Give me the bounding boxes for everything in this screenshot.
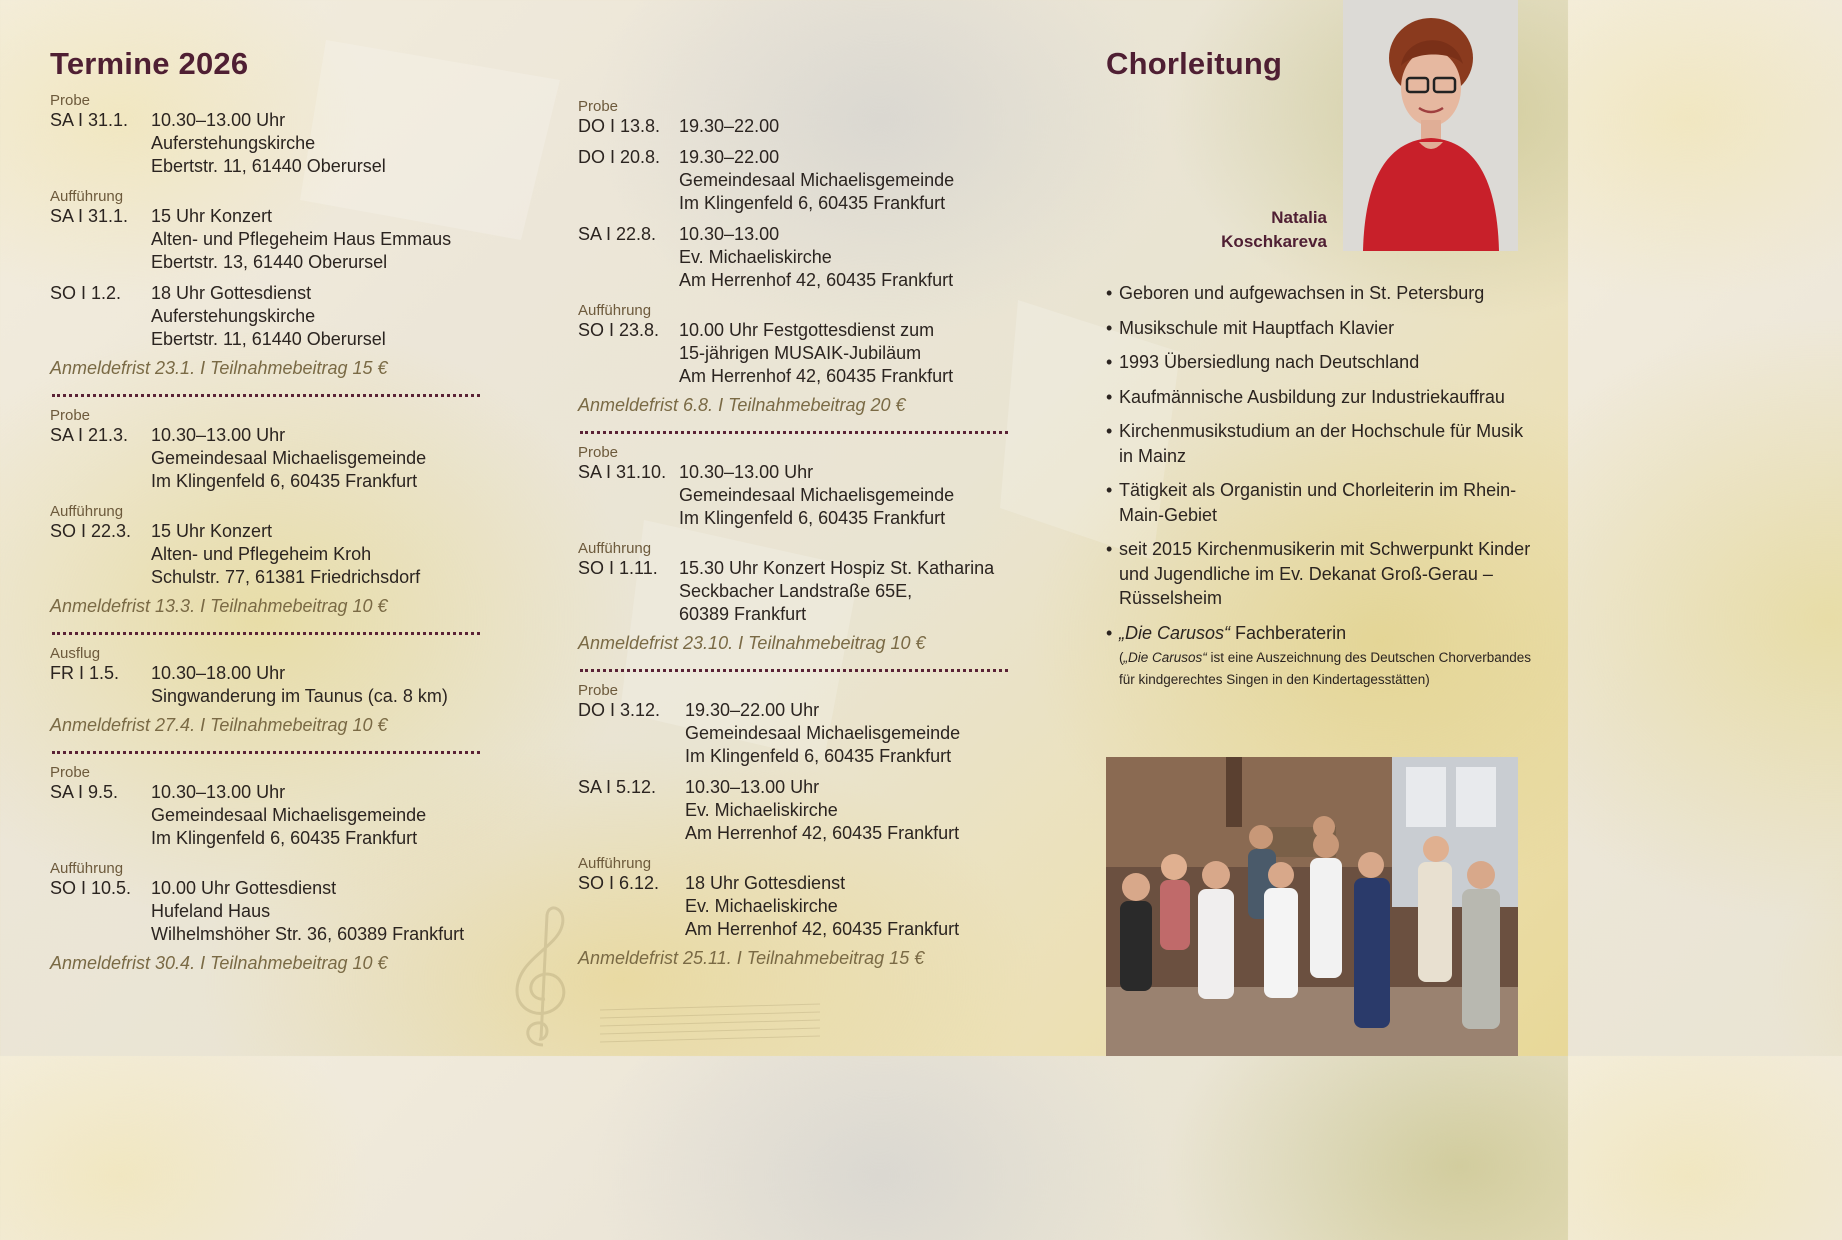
registration-deadline: Anmeldefrist 23.1. I Teilnahmebeitrag 15 € (50, 358, 388, 378)
event-entry (578, 557, 1018, 626)
event-detail-line: Seckbacher Landstraße 65E, (679, 581, 913, 601)
bio-item: • 1993 Übersiedlung nach Deutschland (1106, 350, 1536, 375)
registration-deadline: Anmeldefrist 23.10. I Teilnahmebeitrag 10 € (578, 633, 926, 653)
schedule-list-2 (578, 98, 1018, 969)
event-details (679, 461, 954, 530)
event-detail-line: 10.30–18.00 Uhr (151, 663, 286, 683)
event-entry (578, 872, 1018, 941)
event-details (679, 146, 954, 215)
bio-item: • Geboren und aufgewachsen in St. Petersburg (1106, 281, 1536, 306)
event-entry (50, 781, 490, 850)
event-category: Aufführung (50, 860, 124, 877)
event-detail-line: 19.30–22.00 (679, 147, 780, 167)
event-category: Probe (578, 682, 619, 699)
event-detail-line: Im Klingenfeld 6, 60435 Frankfurt (151, 471, 418, 491)
event-details (685, 872, 959, 941)
registration-deadline: Anmeldefrist 30.4. I Teilnahmebeitrag 10 € (50, 953, 388, 973)
event-details (679, 223, 953, 292)
event-category: Probe (578, 444, 619, 461)
event-details (151, 205, 451, 274)
event-date: FR I 1.5. (50, 663, 120, 683)
event-detail-line: Singwanderung im Taunus (ca. 8 km) (151, 686, 448, 706)
event-date: SO I 1.2. (50, 283, 122, 303)
event-date: SO I 10.5. (50, 878, 132, 898)
event-entry (578, 223, 1018, 292)
event-date: SO I 23.8. (578, 320, 660, 340)
page-title: Termine 2026 (50, 46, 249, 81)
spacer (50, 274, 490, 282)
registration-deadline: Anmeldefrist 25.11. I Teilnahmebeitrag 15 € (578, 948, 925, 968)
event-entry (50, 877, 490, 946)
event-category: Aufführung (50, 503, 124, 520)
dotted-divider (580, 669, 1008, 672)
event-detail-line: 10.00 Uhr Festgottesdienst zum (679, 320, 935, 340)
event-detail-line: 10.30–13.00 Uhr (685, 777, 820, 797)
event-detail-line: 15 Uhr Konzert (151, 521, 273, 541)
dotted-divider (52, 394, 480, 397)
event-entry (578, 115, 1018, 138)
event-detail-line: Gemeindesaal Michaelisgemeinde (151, 448, 427, 468)
event-date: SA I 31.10. (578, 462, 667, 482)
event-entry (578, 319, 1018, 388)
conductor-first-name: Natalia (1271, 208, 1327, 227)
event-detail-line: Ev. Michaeliskirche (679, 247, 832, 267)
spacer (578, 138, 1018, 146)
event-detail-line: Gemeindesaal Michaelisgemeinde (685, 723, 961, 743)
bio-item: • Kaufmännische Ausbildung zur Industriekauffrau (1106, 385, 1536, 410)
conductor-last-name: Koschkareva (1221, 232, 1327, 251)
event-detail-line: 10.30–13.00 Uhr (151, 425, 286, 445)
event-entry (578, 699, 1018, 768)
event-entry (578, 461, 1018, 530)
event-detail-line: Auferstehungskirche (151, 133, 316, 153)
carusos-note (1119, 647, 1536, 691)
event-detail-line: 18 Uhr Gottesdienst (685, 873, 846, 893)
bio-item: • Musikschule mit Hauptfach Klavier (1106, 316, 1536, 341)
event-detail-line: Am Herrenhof 42, 60435 Frankfurt (685, 823, 960, 843)
schedule-list-1 (50, 92, 490, 974)
event-detail-line: Ev. Michaeliskirche (685, 800, 838, 820)
event-detail-line: 10.30–13.00 Uhr (151, 782, 286, 802)
conductor-name (1180, 206, 1327, 254)
event-detail-line: Am Herrenhof 42, 60435 Frankfurt (679, 366, 954, 386)
event-detail-line: Im Klingenfeld 6, 60435 Frankfurt (679, 193, 946, 213)
event-date: SO I 6.12. (578, 873, 660, 893)
schedule-column-1 (50, 46, 490, 974)
event-category: Aufführung (578, 302, 652, 319)
event-category: Ausflug (50, 645, 101, 662)
event-details (151, 520, 420, 589)
registration-deadline: Anmeldefrist 27.4. I Teilnahmebeitrag 10 € (50, 715, 388, 735)
event-category: Probe (578, 98, 619, 115)
event-date: SA I 31.1. (50, 110, 129, 130)
event-category: Probe (50, 407, 91, 424)
event-entry (50, 205, 490, 274)
event-detail-line: Ebertstr. 11, 61440 Oberursel (151, 156, 386, 176)
event-details (151, 877, 464, 946)
event-date: DO I 3.12. (578, 700, 661, 720)
event-date: SA I 9.5. (50, 782, 119, 802)
event-detail-line: Ev. Michaeliskirche (685, 896, 838, 916)
event-category: Aufführung (578, 540, 652, 557)
event-details (151, 424, 426, 493)
event-detail-line: 10.00 Uhr Gottesdienst (151, 878, 337, 898)
event-entry (50, 109, 490, 178)
schedule-column-2 (578, 88, 1018, 969)
event-category: Aufführung (50, 188, 124, 205)
event-detail-line: 10.30–13.00 (679, 224, 780, 244)
sheet-music-decoration (600, 1000, 820, 1056)
spacer (578, 768, 1018, 776)
bio-item: • Tätigkeit als Organistin und Chorleiterin im Rhein-Main-Gebiet (1106, 478, 1536, 527)
event-date: SA I 21.3. (50, 425, 129, 445)
event-detail-line: 18 Uhr Gottesdienst (151, 283, 312, 303)
event-detail-line: Alten- und Pflegeheim Kroh (151, 544, 372, 564)
event-detail-line: 10.30–13.00 Uhr (679, 462, 814, 482)
event-details (685, 699, 960, 768)
event-date: SO I 1.11. (578, 558, 658, 578)
event-detail-line: Am Herrenhof 42, 60435 Frankfurt (679, 270, 954, 290)
event-date: SO I 22.3. (50, 521, 132, 541)
event-details (151, 662, 448, 708)
event-date: DO I 13.8. (578, 116, 661, 136)
treble-clef-icon (495, 905, 585, 1055)
event-date: SA I 5.12. (578, 777, 657, 797)
event-entry (50, 520, 490, 589)
event-details (151, 781, 426, 850)
event-detail-line: 15-jährigen MUSAIK-Jubiläum (679, 343, 922, 363)
carusos-name: „Die Carusos“ (1119, 622, 1231, 643)
event-detail-line: Gemeindesaal Michaelisgemeinde (679, 485, 955, 505)
event-detail-line: Am Herrenhof 42, 60435 Frankfurt (685, 919, 960, 939)
note-text: ist eine Auszeichnung des Deutschen Chorverbandes für kindgerechtes Singen in den Kindertagesstätten) (1119, 650, 1531, 687)
event-detail-line: Ebertstr. 11, 61440 Oberursel (151, 329, 386, 349)
event-entry (578, 146, 1018, 215)
choir-group-photo (1106, 757, 1518, 1056)
event-category: Probe (50, 764, 91, 781)
note-carusos-name: „Die Carusos“ (1123, 650, 1207, 665)
event-detail-line: Auferstehungskirche (151, 306, 316, 326)
event-entry (578, 776, 1018, 845)
section-title-chorleitung: Chorleitung (1106, 46, 1283, 81)
portrait-photo (1343, 0, 1518, 251)
event-detail-line: Im Klingenfeld 6, 60435 Frankfurt (679, 508, 946, 528)
event-detail-line: Wilhelmshöher Str. 36, 60389 Frankfurt (151, 924, 465, 944)
event-date: SA I 22.8. (578, 224, 657, 244)
bio-item-carusos (1106, 621, 1536, 692)
event-details (679, 557, 994, 626)
event-entry (50, 662, 490, 708)
event-date: SA I 31.1. (50, 206, 129, 226)
event-details (151, 109, 386, 178)
dotted-divider (52, 632, 480, 635)
carusos-role: Fachberaterin (1230, 622, 1347, 643)
event-detail-line: 19.30–22.00 (679, 116, 780, 136)
event-detail-line: Im Klingenfeld 6, 60435 Frankfurt (151, 828, 418, 848)
registration-deadline: Anmeldefrist 13.3. I Teilnahmebeitrag 10 € (50, 596, 388, 616)
event-detail-line: Im Klingenfeld 6, 60435 Frankfurt (685, 746, 952, 766)
event-detail-line: Alten- und Pflegeheim Haus Emmaus (151, 229, 452, 249)
event-category: Probe (50, 92, 91, 109)
event-details (151, 282, 386, 351)
event-detail-line: Ebertstr. 13, 61440 Oberursel (151, 252, 388, 272)
event-detail-line: 10.30–13.00 Uhr (151, 110, 286, 130)
event-entry (50, 424, 490, 493)
event-category: Aufführung (578, 855, 652, 872)
event-detail-line: 15 Uhr Konzert (151, 206, 273, 226)
event-detail-line: 19.30–22.00 Uhr (685, 700, 820, 720)
note-paren: ( (1119, 650, 1124, 665)
dotted-divider (52, 751, 480, 754)
event-detail-line: Gemeindesaal Michaelisgemeinde (679, 170, 955, 190)
event-details (679, 115, 779, 138)
event-detail-line: Schulstr. 77, 61381 Friedrichsdorf (151, 567, 421, 587)
event-date: DO I 20.8. (578, 147, 661, 167)
choir-illustration (1106, 757, 1518, 1056)
portrait-illustration (1343, 0, 1518, 251)
event-details (679, 319, 953, 388)
event-detail-line: Hufeland Haus (151, 901, 271, 921)
bio-list (1106, 281, 1536, 701)
spacer (578, 215, 1018, 223)
bio-item: • seit 2015 Kirchenmusikerin mit Schwerpunkt Kinder und Jugendliche im Ev. Dekanat Groß-Gerau – Rüsselsheim (1106, 537, 1536, 611)
event-entry (50, 282, 490, 351)
event-details (685, 776, 959, 845)
event-detail-line: Gemeindesaal Michaelisgemeinde (151, 805, 427, 825)
event-detail-line: 15.30 Uhr Konzert Hospiz St. Katharina (679, 558, 995, 578)
event-detail-line: 60389 Frankfurt (679, 604, 807, 624)
bio-item: • Kirchenmusikstudium an der Hochschule für Musik in Mainz (1106, 419, 1536, 468)
dotted-divider (580, 431, 1008, 434)
registration-deadline: Anmeldefrist 6.8. I Teilnahmebeitrag 20 € (578, 395, 906, 415)
